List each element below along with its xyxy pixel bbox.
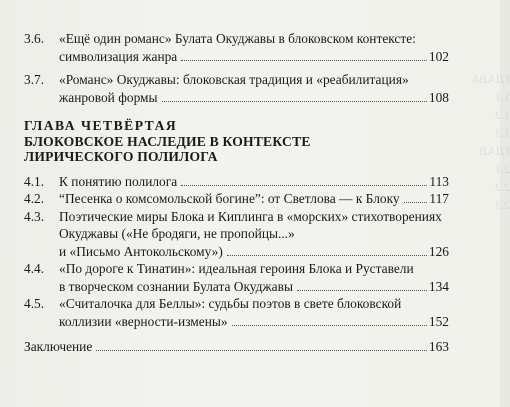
entry-page-number: 163 bbox=[428, 339, 449, 354]
entry-number: 4.3. bbox=[24, 208, 45, 224]
toc-entry-4-1 bbox=[24, 173, 449, 191]
show-through-text: ГЛАВА 1.1. 1.2. 1.3. ГЛАВ 2.1. 2.2. 2.3. bbox=[471, 72, 510, 212]
dot-leader bbox=[404, 202, 428, 203]
chapter-label: ГЛАВА ЧЕТВЁРТАЯ bbox=[24, 118, 178, 133]
toc-entry-conclusion bbox=[24, 338, 449, 356]
entry-title: «По дороге к Тинатин»: идеальная героиня Блока и Руставели bbox=[59, 261, 414, 276]
entry-title: Поэтические миры Блока и Киплинга в «морских» стихотворениях bbox=[59, 208, 442, 224]
toc-entry-3-6 bbox=[24, 30, 449, 65]
toc-entry-3-7 bbox=[24, 71, 449, 106]
toc-entry-4-2 bbox=[24, 190, 449, 208]
conclusion-label: Заключение bbox=[24, 339, 93, 354]
entry-title-continued: жанровой формы bbox=[59, 89, 158, 105]
dot-leader bbox=[227, 255, 427, 256]
entry-title: «Считалочка для Беллы»: судьбы поэтов в свете блоковской bbox=[59, 296, 402, 311]
dot-leader bbox=[181, 185, 427, 186]
entry-page-number: 113 bbox=[429, 173, 449, 189]
dot-leader bbox=[232, 325, 427, 326]
entry-title-continued: и «Письмо Антокольскому») bbox=[59, 243, 223, 259]
chapter-title-line-2: ЛИРИЧЕСКОГО ПОЛИЛОГА bbox=[24, 149, 218, 164]
entry-title-continued: в творческом сознании Булата Окуджавы bbox=[59, 278, 293, 294]
entry-number: 4.5. bbox=[24, 296, 45, 311]
toc-entry-4-4 bbox=[24, 260, 449, 295]
entry-page-number: 126 bbox=[428, 243, 449, 259]
toc-entry-4-5 bbox=[24, 295, 449, 330]
entry-number: 4.4. bbox=[24, 261, 45, 276]
entry-title: К понятию полилога bbox=[59, 173, 178, 189]
entry-title-continued: Окуджавы («Не бродяги, не пропойцы...» bbox=[59, 226, 295, 241]
entry-page-number: 102 bbox=[428, 48, 449, 64]
dot-leader bbox=[162, 101, 427, 102]
toc-entry-4-3 bbox=[24, 208, 449, 261]
table-of-contents bbox=[24, 30, 449, 356]
dot-leader bbox=[181, 60, 427, 61]
entry-number: 3.6. bbox=[24, 31, 45, 46]
entry-page-number: 108 bbox=[428, 89, 449, 105]
entry-page-number: 117 bbox=[429, 191, 449, 206]
dot-leader bbox=[96, 350, 427, 351]
entry-number: 4.1. bbox=[24, 173, 45, 189]
entry-title: “Песенка о комсомольской богине”: от Светлова — к Блоку bbox=[59, 191, 400, 206]
dot-leader bbox=[297, 290, 427, 291]
chapter-title-line-1: БЛОКОВСКОЕ НАСЛЕДИЕ В КОНТЕКСТЕ bbox=[24, 133, 311, 149]
entry-title: «Романс» Окуджавы: блоковская традиция и «реабилитация» bbox=[59, 72, 409, 87]
entry-page-number: 134 bbox=[428, 278, 449, 294]
chapter-heading bbox=[24, 118, 449, 165]
entry-number: 4.2. bbox=[24, 191, 45, 206]
entry-page-number: 152 bbox=[428, 313, 449, 329]
entry-number: 3.7. bbox=[24, 72, 45, 87]
entry-title: «Ещё один романс» Булата Окуджавы в блоковском контексте: bbox=[59, 31, 416, 46]
entry-title-continued: коллизии «верности-измены» bbox=[59, 313, 228, 329]
entry-title-continued: символизация жанра bbox=[59, 48, 178, 64]
